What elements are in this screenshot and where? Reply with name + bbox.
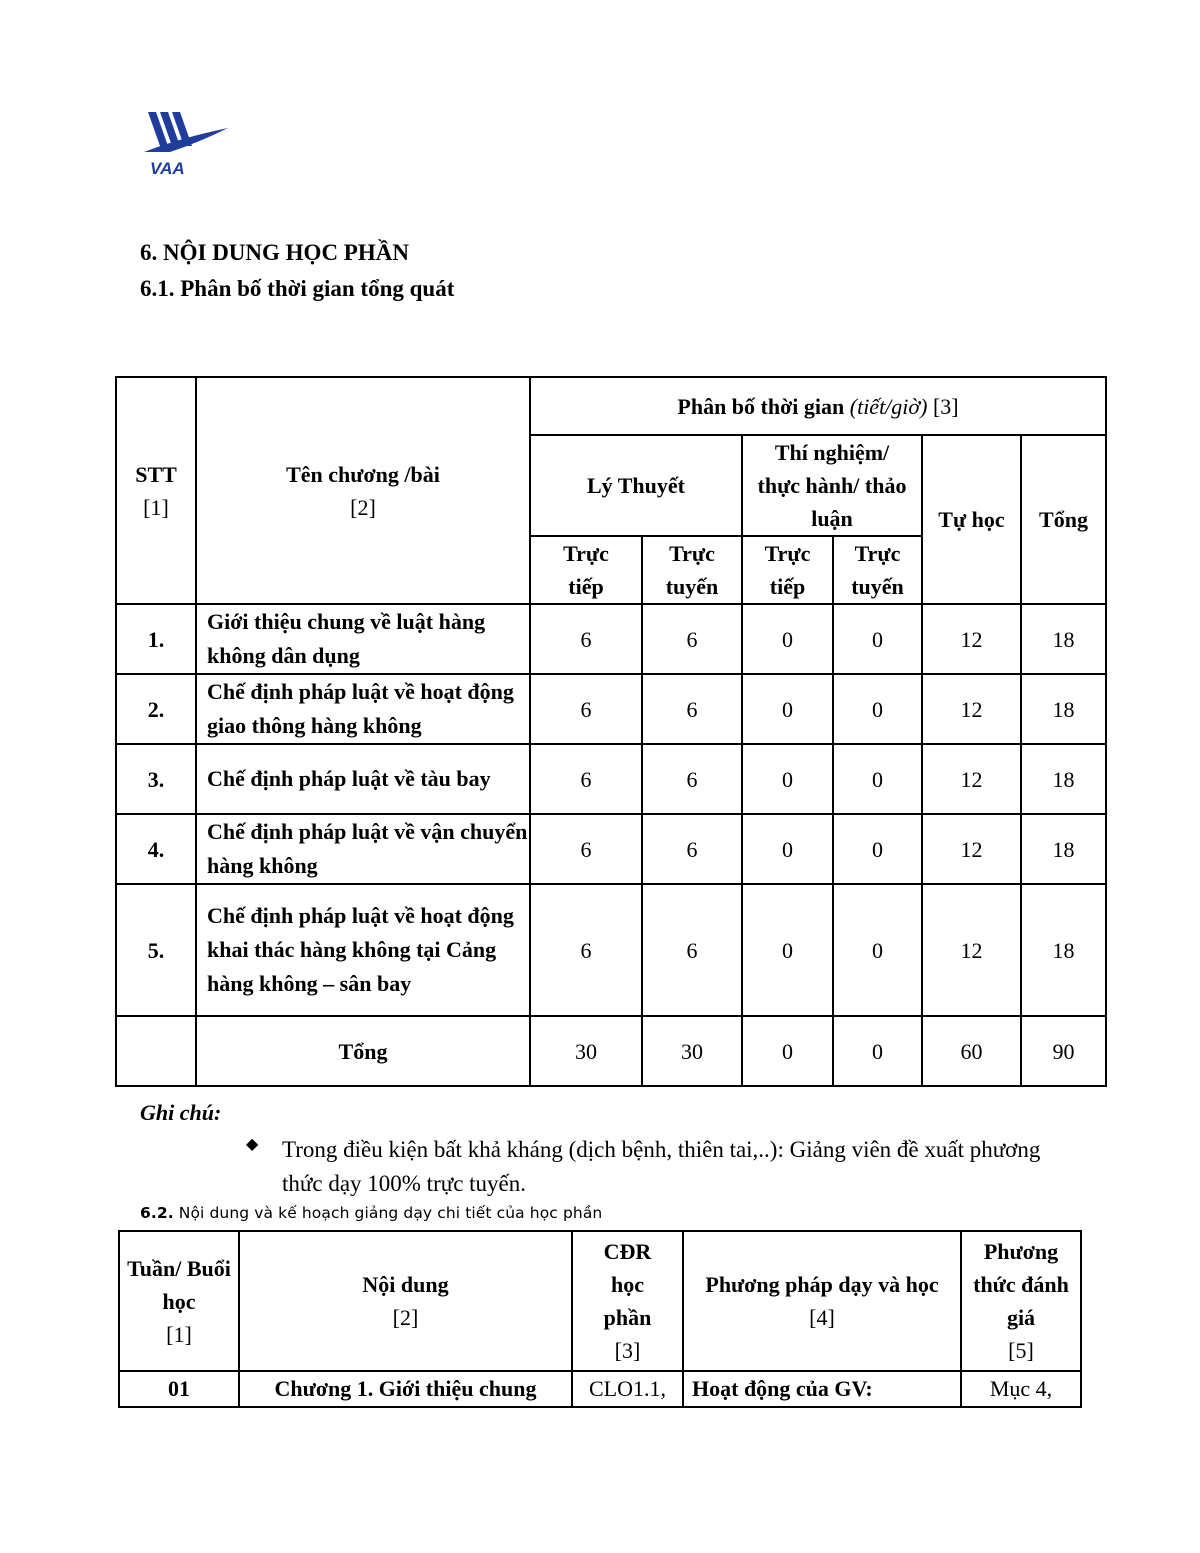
cell-lab-direct: 0: [742, 674, 833, 744]
row-chapter-name: Chế định pháp luật về hoạt động khai thác hàng không tại Cảng hàng không – sân bay: [196, 884, 530, 1016]
cell-lab-online: 0: [833, 884, 922, 1016]
row-stt: 3.: [116, 744, 196, 814]
total-lab-online: 0: [833, 1016, 922, 1086]
cell-lab-online: 0: [833, 814, 922, 884]
cell-assessment: Mục 4,: [961, 1371, 1081, 1407]
row-chapter-name: Chế định pháp luật về hoạt động giao thông hàng không: [196, 674, 530, 744]
table-row: [116, 884, 1106, 1016]
row-chapter-name: Chế định pháp luật về vận chuyển hàng không: [196, 814, 530, 884]
header-clo: CĐR học phần [3]: [572, 1231, 683, 1371]
total-total: 90: [1021, 1016, 1106, 1086]
cell-theory-direct: 6: [530, 744, 642, 814]
cell-theory-online: 6: [642, 814, 742, 884]
header-stt: STT [1]: [116, 377, 196, 604]
total-row-label: Tổng: [196, 1016, 530, 1086]
cell-total: 18: [1021, 744, 1106, 814]
section-6-2-title: 6.2. Nội dung và kế hoạch giảng dạy chi tiết của học phần: [140, 1204, 603, 1222]
row-stt: 5.: [116, 884, 196, 1016]
total-row: [116, 1016, 1106, 1086]
cell-total: 18: [1021, 604, 1106, 674]
cell-theory-online: 6: [642, 744, 742, 814]
total-row-stt: [116, 1016, 196, 1086]
cell-total: 18: [1021, 674, 1106, 744]
cell-method: Hoạt động của GV:: [683, 1371, 961, 1407]
cell-theory-direct: 6: [530, 604, 642, 674]
row-stt: 2.: [116, 674, 196, 744]
cell-lab-direct: 0: [742, 604, 833, 674]
row-stt: 1.: [116, 604, 196, 674]
header-self-study: Tự học: [922, 435, 1021, 604]
note-title: Ghi chú:: [140, 1100, 222, 1125]
table-row: [116, 674, 1106, 744]
header-theory-direct: Trực tiếp: [530, 536, 642, 604]
cell-self-study: 12: [922, 814, 1021, 884]
header-method: Phương pháp dạy và học [4]: [683, 1231, 961, 1371]
cell-theory-direct: 6: [530, 814, 642, 884]
cell-lab-online: 0: [833, 744, 922, 814]
time-allocation-table: [115, 376, 1107, 1087]
cell-total: 18: [1021, 814, 1106, 884]
header-chapter-name: Tên chương /bài [2]: [196, 377, 530, 604]
cell-lab-online: 0: [833, 604, 922, 674]
cell-self-study: 12: [922, 884, 1021, 1016]
header-time-allocation: Phân bố thời gian (tiết/giờ) [3]: [530, 377, 1106, 435]
logo-text: VAA: [150, 159, 185, 178]
subsection-heading: 6.1. Phân bố thời gian tổng quát: [140, 276, 455, 301]
cell-self-study: 12: [922, 744, 1021, 814]
cell-theory-direct: 6: [530, 884, 642, 1016]
header-theory: Lý Thuyết: [530, 435, 742, 536]
section-heading: 6. NỘI DUNG HỌC PHẦN: [140, 240, 409, 265]
cell-theory-online: 6: [642, 604, 742, 674]
table-row: [116, 814, 1106, 884]
diamond-bullet-icon: ◆: [246, 1136, 259, 1153]
cell-lab-online: 0: [833, 674, 922, 744]
cell-theory-direct: 6: [530, 674, 642, 744]
note-text: Trong điều kiện bất khả kháng (dịch bệnh, thiên tai,..): Giảng viên đề xuất phương thức dạy 100% trực tuyến.: [282, 1137, 1041, 1196]
cell-content: Chương 1. Giới thiệu chung: [239, 1371, 572, 1407]
total-self-study: 60: [922, 1016, 1021, 1086]
cell-total: 18: [1021, 884, 1106, 1016]
header-week: Tuần/ Buổi học [1]: [119, 1231, 239, 1371]
header-theory-online: Trực tuyến: [642, 536, 742, 604]
row-chapter-name: Chế định pháp luật về tàu bay: [196, 744, 530, 814]
header-lab-online: Trực tuyến: [833, 536, 922, 604]
cell-self-study: 12: [922, 604, 1021, 674]
row-stt: 4.: [116, 814, 196, 884]
cell-lab-direct: 0: [742, 884, 833, 1016]
total-theory-direct: 30: [530, 1016, 642, 1086]
total-theory-online: 30: [642, 1016, 742, 1086]
teaching-plan-table: [118, 1230, 1082, 1408]
header-assessment: Phương thức đánh giá [5]: [961, 1231, 1081, 1371]
row-chapter-name: Giới thiệu chung về luật hàng không dân dụng: [196, 604, 530, 674]
cell-theory-online: 6: [642, 884, 742, 1016]
total-lab-direct: 0: [742, 1016, 833, 1086]
cell-clo: CLO1.1,: [572, 1371, 683, 1407]
cell-week: 01: [119, 1371, 239, 1407]
table-row: [116, 604, 1106, 674]
table-row: [116, 744, 1106, 814]
cell-theory-online: 6: [642, 674, 742, 744]
header-lab: Thí nghiệm/ thực hành/ thảo luận: [742, 435, 922, 536]
cell-lab-direct: 0: [742, 814, 833, 884]
cell-self-study: 12: [922, 674, 1021, 744]
header-total: Tổng: [1021, 435, 1106, 604]
vaa-logo: [140, 108, 232, 180]
header-content: Nội dung [2]: [239, 1231, 572, 1371]
cell-lab-direct: 0: [742, 744, 833, 814]
header-lab-direct: Trực tiếp: [742, 536, 833, 604]
table-row: [119, 1371, 1081, 1407]
